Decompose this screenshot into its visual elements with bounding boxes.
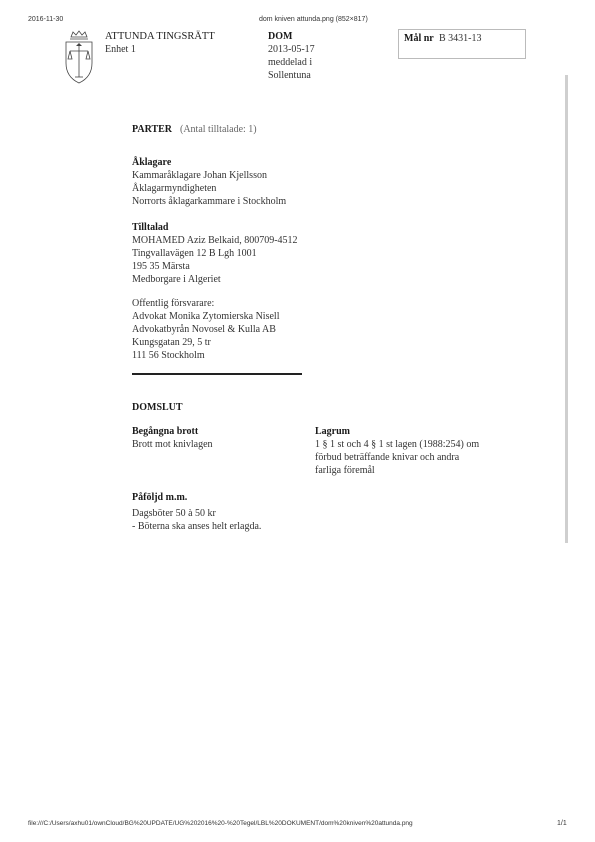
sanction-line: Dagsböter 50 à 50 kr — [132, 508, 216, 519]
sanction-line: - Böterna ska anses helt erlagda. — [132, 521, 262, 532]
court-unit: Enhet 1 — [105, 44, 136, 55]
crime-text: Brott mot knivlagen — [132, 439, 213, 450]
prosecutor-line: Kammaråklagare Johan Kjellsson — [132, 170, 267, 181]
counsel-line: 111 56 Stockholm — [132, 350, 205, 361]
court-name: ATTUNDA TINGSRÄTT — [105, 31, 215, 42]
counsel-line: Advokatbyrån Novosel & Kulla AB — [132, 324, 276, 335]
section-divider — [132, 373, 302, 375]
defendant-line: Medborgare i Algeriet — [132, 274, 221, 285]
delivered-label: meddelad i — [268, 57, 313, 68]
law-line: förbud beträffande knivar och andra — [315, 452, 460, 463]
counsel-line: Kungsgatan 29, 5 tr — [132, 337, 211, 348]
defendant-line: Tingvallavägen 12 B Lgh 1001 — [132, 248, 257, 259]
defendant-count-note: (Antal tilltalade: 1) — [180, 124, 257, 135]
verdict-heading: DOMSLUT — [132, 402, 183, 413]
defendant-line: 195 35 Märsta — [132, 261, 190, 272]
crime-heading: Begångna brott — [132, 426, 199, 437]
counsel-line: Offentlig försvarare: — [132, 298, 215, 309]
sanction-heading: Påföljd m.m. — [132, 492, 188, 503]
delivery-place: Sollentuna — [268, 70, 311, 81]
print-file-path: file:///C:/Users/axhu01/ownCloud/BG%20UPDATE/UG%202016%20-%20Tegel/LBL%20DOKUMENT/dom%20kniven%20attunda.png — [28, 820, 413, 827]
prosecutor-line: Norrorts åklagarkammare i Stockholm — [132, 196, 287, 207]
court-seal-icon — [63, 29, 95, 85]
print-date: 2016-11-30 — [28, 16, 64, 23]
defendant-heading: Tilltalad — [132, 222, 169, 233]
prosecutor-heading: Åklagare — [132, 157, 172, 168]
prosecutor-line: Åklagarmyndigheten — [132, 183, 217, 194]
case-number-label: Mål nr — [404, 33, 434, 44]
print-page-number: 1/1 — [557, 820, 567, 827]
scrollbar — [565, 75, 568, 543]
print-title: dom kniven attunda.png (852×817) — [259, 16, 368, 23]
law-line: farliga föremål — [315, 465, 375, 476]
counsel-line: Advokat Monika Zytomierska Nisell — [132, 311, 280, 322]
document-type: DOM — [268, 31, 293, 42]
case-number: B 3431-13 — [439, 33, 482, 44]
law-line: 1 § 1 st och 4 § 1 st lagen (1988:254) om — [315, 439, 480, 450]
parties-heading: PARTER — [132, 124, 173, 135]
document-date: 2013-05-17 — [268, 44, 315, 55]
law-heading: Lagrum — [315, 426, 350, 437]
defendant-line: MOHAMED Aziz Belkaid, 800709-4512 — [132, 235, 298, 246]
